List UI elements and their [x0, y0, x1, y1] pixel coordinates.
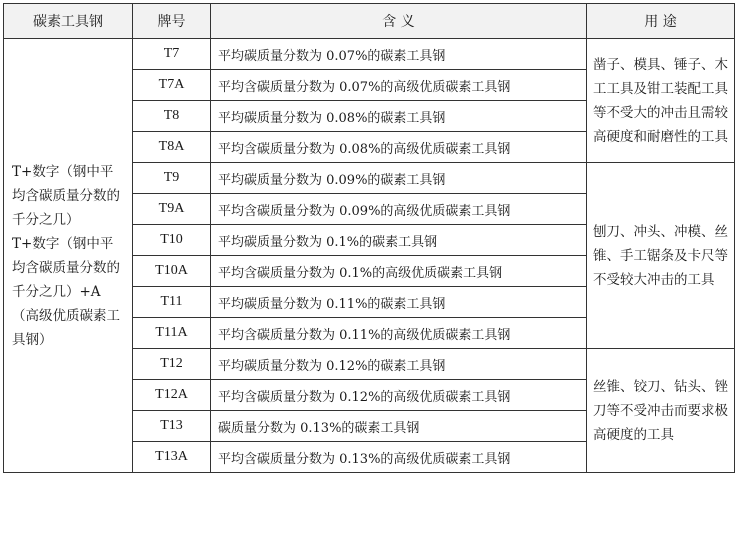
grade-cell: T13A: [133, 442, 211, 473]
usage-cell: 丝锥、铰刀、钻头、锉刀等不受冲击而要求极高硬度的工具: [587, 349, 735, 473]
grade-cell: T13: [133, 411, 211, 442]
meaning-cell: 碳质量分数为 0.13%的碳素工具钢: [211, 411, 587, 442]
table-row: [4, 39, 735, 70]
meaning-cell: 平均含碳质量分数为 0.12%的高级优质碳素工具钢: [211, 380, 587, 411]
meaning-cell: 平均碳质量分数为 0.12%的碳素工具钢: [211, 349, 587, 380]
category-cell: [4, 39, 133, 473]
meaning-cell: 平均碳质量分数为 0.07%的碳素工具钢: [211, 39, 587, 70]
usage-cell: 凿子、模具、锤子、木工工具及钳工装配工具等不受大的冲击且需较高硬度和耐磨性的工具: [587, 39, 735, 163]
header-category: 碳素工具钢: [4, 4, 133, 39]
meaning-cell: 平均含碳质量分数为 0.08%的高级优质碳素工具钢: [211, 132, 587, 163]
grade-cell: T10: [133, 225, 211, 256]
header-row: [4, 4, 735, 39]
header-grade: 牌号: [133, 4, 211, 39]
meaning-cell: 平均含碳质量分数为 0.09%的高级优质碳素工具钢: [211, 194, 587, 225]
grade-cell: T12: [133, 349, 211, 380]
grade-cell: T12A: [133, 380, 211, 411]
category-text-1: T+数字（钢中平均含碳质量分数的千分之几）: [12, 163, 120, 228]
grade-cell: T8: [133, 101, 211, 132]
carbon-tool-steel-table: [3, 3, 735, 473]
category-text-2: T+数字（钢中平均含碳质量分数的千分之几）+A（高级优质碳素工具钢）: [12, 235, 120, 348]
meaning-cell: 平均碳质量分数为 0.11%的碳素工具钢: [211, 287, 587, 318]
grade-cell: T11: [133, 287, 211, 318]
grade-cell: T11A: [133, 318, 211, 349]
header-usage: 用 途: [587, 4, 735, 39]
meaning-cell: 平均含碳质量分数为 0.07%的高级优质碳素工具钢: [211, 70, 587, 101]
meaning-cell: 平均含碳质量分数为 0.11%的高级优质碳素工具钢: [211, 318, 587, 349]
grade-cell: T7: [133, 39, 211, 70]
grade-cell: T7A: [133, 70, 211, 101]
meaning-cell: 平均含碳质量分数为 0.13%的高级优质碳素工具钢: [211, 442, 587, 473]
meaning-cell: 平均碳质量分数为 0.1%的碳素工具钢: [211, 225, 587, 256]
usage-cell: 刨刀、冲头、冲模、丝锥、手工锯条及卡尺等不受较大冲击的工具: [587, 163, 735, 349]
meaning-cell: 平均碳质量分数为 0.08%的碳素工具钢: [211, 101, 587, 132]
grade-cell: T9: [133, 163, 211, 194]
grade-cell: T10A: [133, 256, 211, 287]
grade-cell: T9A: [133, 194, 211, 225]
grade-cell: T8A: [133, 132, 211, 163]
header-meaning: 含 义: [211, 4, 587, 39]
meaning-cell: 平均含碳质量分数为 0.1%的高级优质碳素工具钢: [211, 256, 587, 287]
meaning-cell: 平均碳质量分数为 0.09%的碳素工具钢: [211, 163, 587, 194]
